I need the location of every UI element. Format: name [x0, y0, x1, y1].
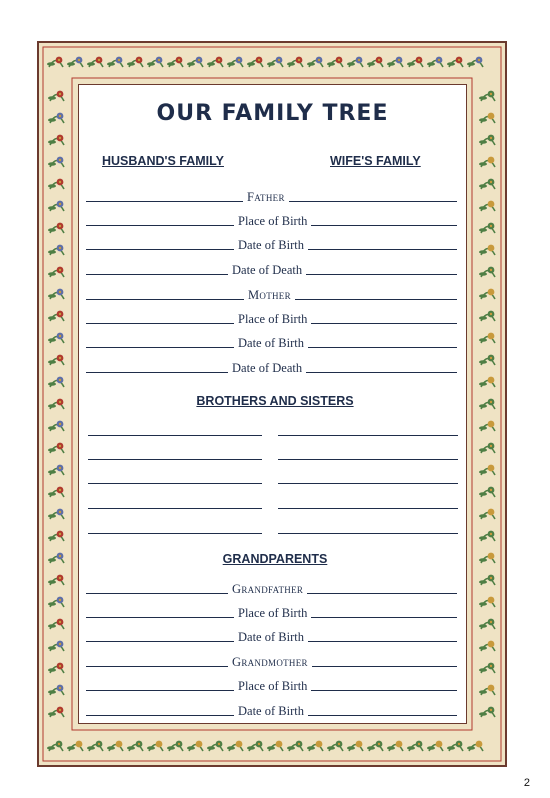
sibling-line-wife[interactable]: [278, 482, 458, 484]
sibling-line-husband[interactable]: [88, 532, 262, 534]
field-father-date-of-death[interactable]: Date of Death: [86, 261, 457, 277]
field-grandfather-place-of-birth[interactable]: Place of Birth: [86, 604, 457, 620]
field-mother[interactable]: Mother: [86, 286, 457, 302]
field-mother-date-of-death[interactable]: Date of Death: [86, 359, 457, 375]
wifes-family-heading: WIFE'S FAMILY: [330, 154, 421, 168]
sibling-line-wife[interactable]: [278, 532, 458, 534]
page-title: OUR FAMILY TREE: [156, 101, 389, 126]
field-mother-date-of-birth[interactable]: Date of Birth: [86, 334, 457, 350]
sibling-line-wife[interactable]: [278, 434, 458, 436]
sibling-line-husband[interactable]: [88, 458, 262, 460]
husbands-family-heading: HUSBAND'S FAMILY: [102, 154, 224, 168]
field-father-date-of-birth[interactable]: Date of Birth: [86, 236, 457, 252]
sibling-line-wife[interactable]: [278, 507, 458, 509]
sibling-line-husband[interactable]: [88, 507, 262, 509]
field-mother-place-of-birth[interactable]: Place of Birth: [86, 310, 457, 326]
sibling-line-husband[interactable]: [88, 434, 262, 436]
field-father-place-of-birth[interactable]: Place of Birth: [86, 212, 457, 228]
field-father[interactable]: Father: [86, 188, 457, 204]
sibling-line-wife[interactable]: [278, 458, 458, 460]
field-grandfather-date-of-birth[interactable]: Date of Birth: [86, 628, 457, 644]
page-number: 2: [523, 777, 530, 789]
field-grandmother-date-of-birth[interactable]: Date of Birth: [86, 702, 457, 718]
brothers-and-sisters-heading: BROTHERS AND SISTERS: [196, 394, 354, 408]
field-grandmother[interactable]: Grandmother: [86, 653, 457, 669]
grandparents-heading: GRANDPARENTS: [222, 552, 328, 566]
sibling-line-husband[interactable]: [88, 482, 262, 484]
field-grandmother-place-of-birth[interactable]: Place of Birth: [86, 677, 457, 693]
field-grandfather[interactable]: Grandfather: [86, 580, 457, 596]
